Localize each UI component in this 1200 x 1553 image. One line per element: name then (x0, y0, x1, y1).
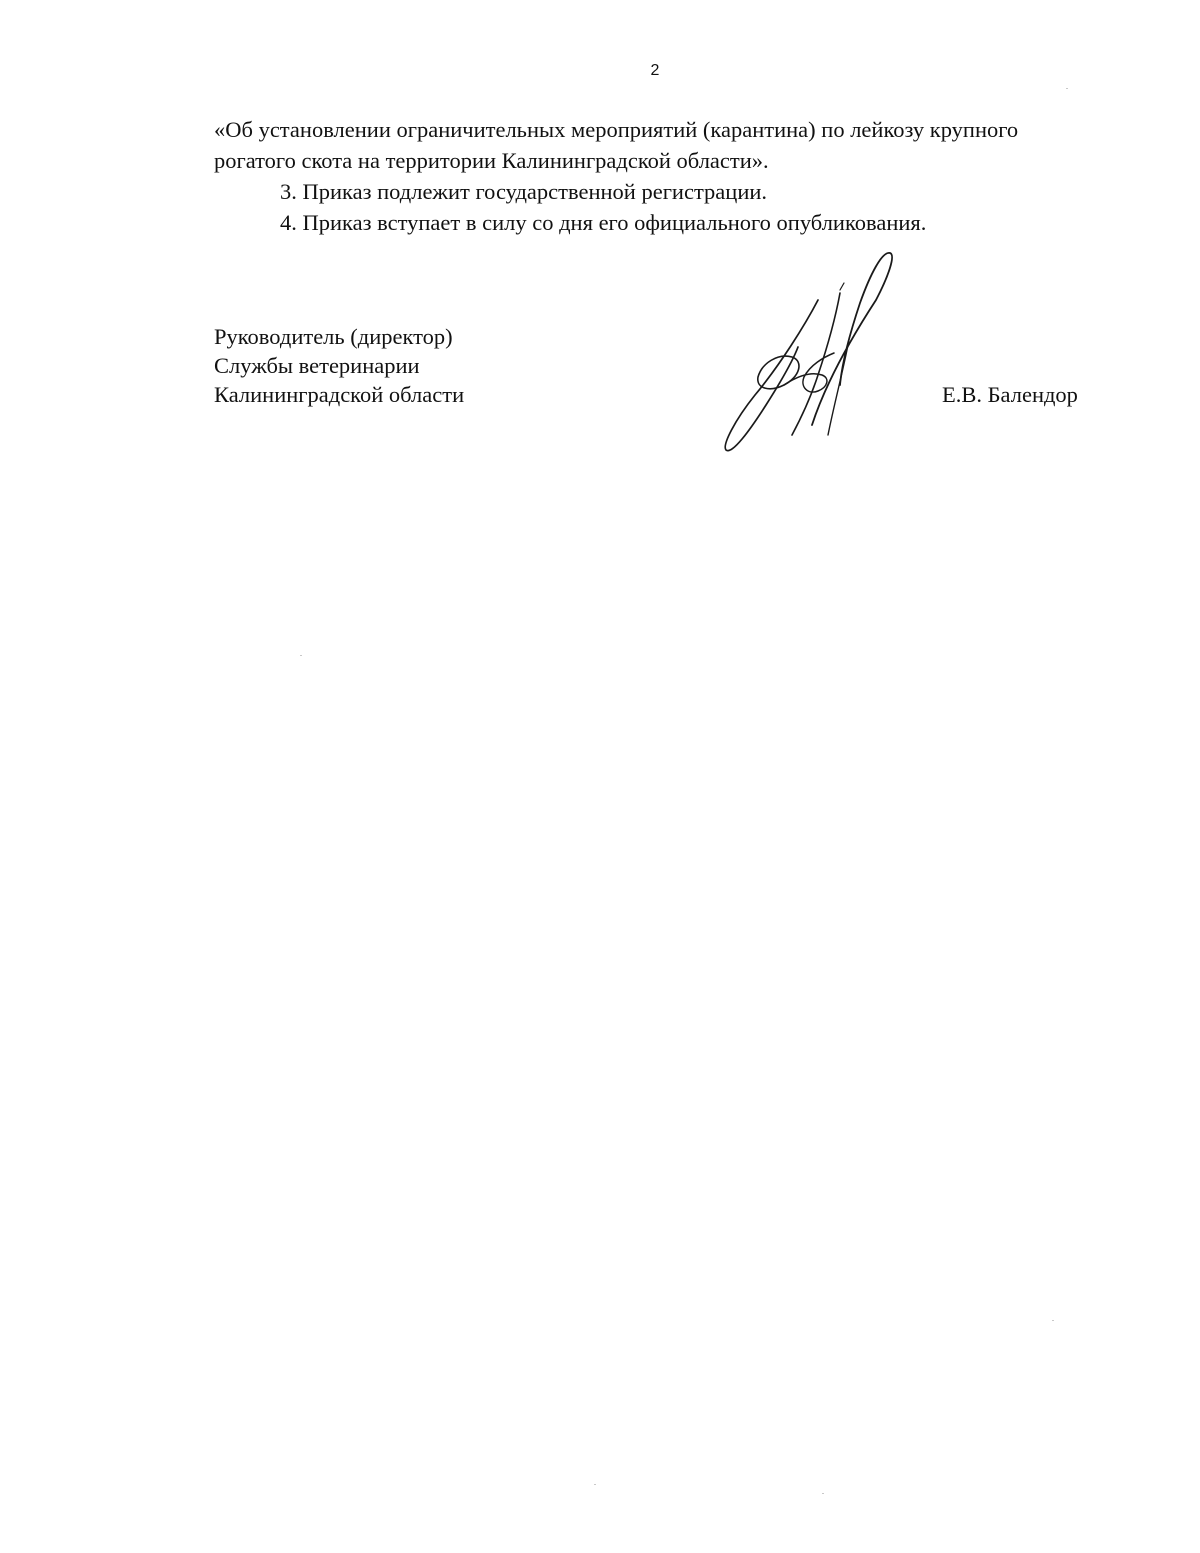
signer-title-line: Калининградской области (214, 382, 465, 407)
handwritten-signature (700, 245, 930, 465)
paragraph-line: «Об установлении ограничительных мероприятий (карантина) по лейкозу крупного (214, 117, 1019, 142)
document-body (214, 114, 1104, 238)
signer-title-block (214, 322, 464, 409)
scan-speck (822, 1493, 824, 1494)
signer-name: Е.В. Балендор (942, 382, 1078, 407)
signature-stroke (840, 283, 844, 290)
paragraph-line: рогатого скота на территории Калининградской области». (214, 148, 769, 173)
item-3: 3. Приказ подлежит государственной регистрации. (280, 179, 768, 204)
signature-stroke (812, 253, 892, 425)
scan-speck (1052, 1320, 1054, 1321)
signer-title-line: Руководитель (директор) (214, 324, 453, 349)
signature-stroke (828, 345, 848, 435)
scan-speck (594, 1484, 596, 1485)
page-number: 2 (650, 62, 660, 79)
scan-speck (300, 655, 302, 656)
signer-title-line: Службы ветеринарии (214, 353, 420, 378)
scan-speck (1066, 88, 1068, 89)
item-4: 4. Приказ вступает в силу со дня его официального опубликования. (280, 210, 927, 235)
